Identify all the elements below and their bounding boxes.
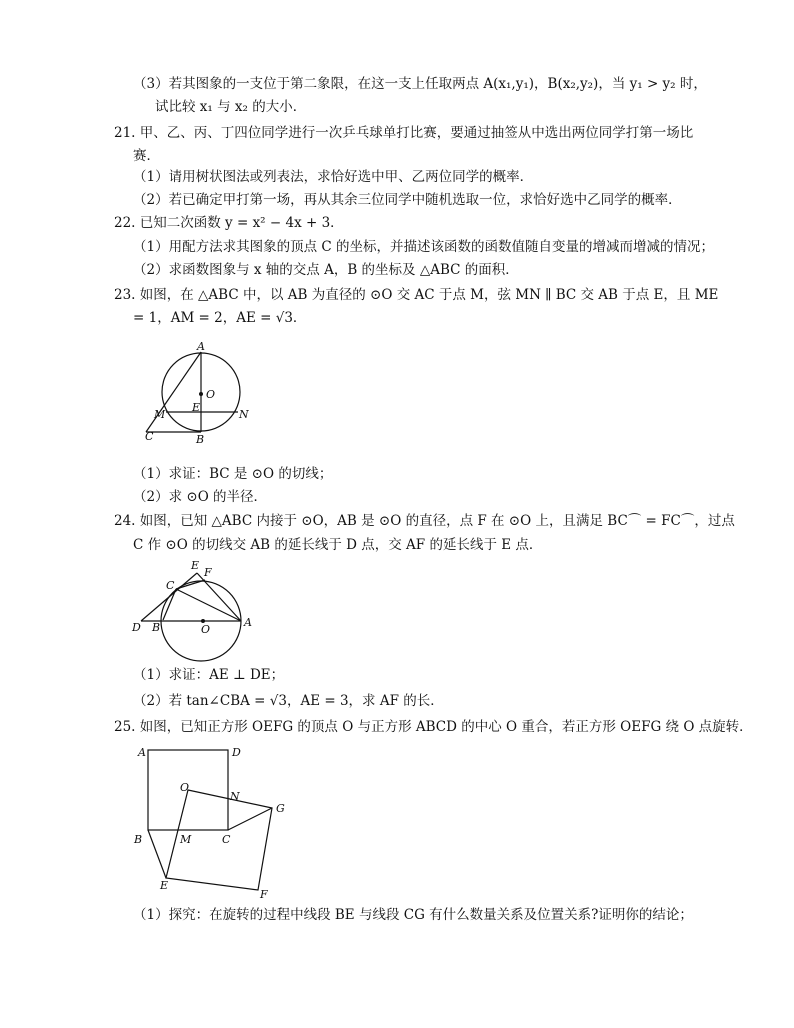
q25-stem: 25. 如图，已知正方形 OEFG 的顶点 O 与正方形 ABCD 的中心 O 重合，若正方形 OEFG 绕 O 点旋转． [114, 719, 753, 735]
q22-stem: 22. 已知二次函数 y = x² − 4x + 3． [114, 215, 344, 231]
q21-stem-line1: 21. 甲、乙、丙、丁四位同学进行一次乒乓球单打比赛，要通过抽签从中选出两位同学打第一场比 [114, 125, 694, 141]
label-a: A [244, 616, 252, 629]
label-m: M [180, 833, 192, 846]
label-e: E [160, 879, 169, 892]
label-a: A [138, 746, 146, 759]
segment-be [148, 830, 166, 878]
label-f: F [204, 566, 212, 579]
q23-part2: （2）求 ⊙O 的半径． [133, 489, 268, 505]
label-n: N [239, 408, 249, 421]
q21-part2: （2）若已确定甲打第一场，再从其余三位同学中随机选取一位，求恰好选中乙同学的概率． [133, 192, 682, 208]
q22-part1: （1）用配方法求其图象的顶点 C 的坐标，并描述该函数的函数值随自变量的增减而增减的情况； [133, 239, 714, 255]
label-b: B [134, 833, 143, 846]
label-b: B [152, 621, 161, 634]
q24-stem-line2: C 作 ⊙O 的切线交 AB 的延长线于 D 点，交 AF 的延长线于 E 点． [133, 537, 543, 553]
label-d: D [132, 621, 141, 634]
q23-part1: （1）求证：BC 是 ⊙O 的切线； [133, 466, 333, 482]
segment-cg [228, 808, 272, 830]
label-a: A [197, 340, 205, 353]
label-c: C [145, 430, 154, 443]
label-n: N [230, 790, 240, 803]
q24-part1: （1）求证：AE ⊥ DE； [133, 667, 285, 683]
label-e: E [192, 401, 201, 414]
q20-part3-line2: 试比较 x₁ 与 x₂ 的大小． [155, 99, 307, 115]
q21-part1: （1）请用树状图法或列表法，求恰好选中甲、乙两位同学的概率． [133, 169, 534, 185]
q24-stem-line1: 24. 如图，已知 △ABC 内接于 ⊙O，AB 是 ⊙O 的直径，点 F 在 ⊙O 上，且满足 BC⌒ = FC⌒，过点 [114, 513, 735, 529]
q20-part3-line1: （3）若其图象的一支位于第二象限，在这一支上任取两点 A(x₁,y₁)，B(x₂,y₂)，当 y₁ > y₂ 时， [133, 76, 707, 92]
label-c: C [222, 833, 231, 846]
q24-part2: （2）若 tan∠CBA = √3，AE = 3，求 AF 的长． [133, 693, 444, 709]
label-o: O [201, 623, 211, 636]
label-o: O [180, 781, 190, 794]
label-b: B [196, 433, 205, 446]
q25-part1: （1）探究：在旋转的过程中线段 BE 与线段 CG 有什么数量关系及位置关系?证明你的结论； [133, 907, 693, 923]
q23-stem-line2: = 1，AM = 2，AE = √3． [133, 310, 307, 326]
q21-stem-line2: 赛． [133, 148, 160, 164]
q22-part2: （2）求函数图象与 x 轴的交点 A，B 的坐标及 △ABC 的面积． [133, 262, 519, 278]
label-g: G [276, 802, 285, 815]
label-f: F [260, 888, 268, 901]
label-c: C [166, 579, 175, 592]
q23-stem-line1: 23. 如图，在 △ABC 中，以 AB 为直径的 ⊙O 交 AC 于点 M，弦 MN ∥ BC 交 AB 于点 E，且 ME [114, 287, 719, 303]
label-o: O [206, 388, 216, 401]
label-e: E [191, 559, 200, 572]
label-m: M [154, 408, 166, 421]
label-d: D [232, 746, 241, 759]
